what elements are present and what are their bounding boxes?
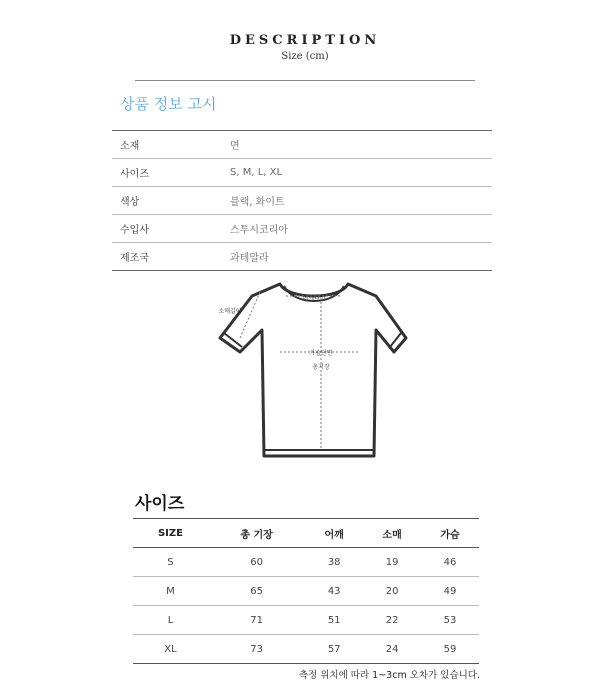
table-cell: 51 (305, 606, 363, 635)
info-value: 면 (230, 131, 492, 159)
product-info-heading: 상품 정보 고시 (120, 95, 217, 113)
table-cell: 49 (421, 577, 479, 606)
table-cell: 38 (305, 548, 363, 577)
info-row (112, 159, 492, 187)
table-cell: S (133, 548, 208, 577)
length-label: 총기장 (312, 364, 330, 371)
table-row (133, 606, 479, 635)
table-cell: 46 (421, 548, 479, 577)
info-label: 제조국 (112, 243, 230, 271)
table-cell: 22 (363, 606, 421, 635)
info-label: 수입사 (112, 215, 230, 243)
tshirt-diagram (200, 276, 410, 466)
page-title: DESCRIPTION (229, 33, 381, 48)
table-cell: 53 (421, 606, 479, 635)
table-cell: 60 (208, 548, 305, 577)
table-row (133, 635, 479, 664)
table-cell: 71 (208, 606, 305, 635)
info-row (112, 215, 492, 243)
chest-label: 가슴단면 (309, 350, 333, 357)
shoulder-label: 어깨너비 (302, 295, 326, 302)
info-value: 스투시코리아 (230, 215, 492, 243)
size-table-header (133, 519, 479, 548)
table-cell: M (133, 577, 208, 606)
info-value: 블랙, 화이트 (230, 187, 492, 215)
table-row (133, 577, 479, 606)
tshirt-icon (200, 276, 410, 466)
divider (135, 80, 475, 81)
page-subtitle: Size (cm) (281, 51, 329, 62)
table-row (133, 548, 479, 577)
info-row (112, 243, 492, 271)
table-cell: 57 (305, 635, 363, 664)
info-value: S, M, L, XL (230, 159, 492, 187)
column-header: SIZE (133, 519, 208, 548)
table-cell: 24 (363, 635, 421, 664)
info-label: 색상 (112, 187, 230, 215)
info-value: 과테말라 (230, 243, 492, 271)
table-cell: 20 (363, 577, 421, 606)
table-cell: 65 (208, 577, 305, 606)
measurement-note: 측정 위치에 따라 1~3cm 오차가 있습니다. (298, 670, 480, 681)
table-cell: L (133, 606, 208, 635)
table-cell: 73 (208, 635, 305, 664)
info-label: 소재 (112, 131, 230, 159)
size-heading: 사이즈 (135, 494, 185, 514)
size-table (133, 518, 479, 664)
table-cell: 59 (421, 635, 479, 664)
table-cell: XL (133, 635, 208, 664)
table-cell: 43 (305, 577, 363, 606)
info-row (112, 187, 492, 215)
info-row (112, 131, 492, 159)
sleeve-label: 소매길이 (218, 308, 242, 315)
column-header: 소매 (363, 519, 421, 548)
column-header: 총 기장 (208, 519, 305, 548)
table-cell: 19 (363, 548, 421, 577)
product-info-table (112, 130, 492, 271)
column-header: 가슴 (421, 519, 479, 548)
column-header: 어깨 (305, 519, 363, 548)
info-label: 사이즈 (112, 159, 230, 187)
